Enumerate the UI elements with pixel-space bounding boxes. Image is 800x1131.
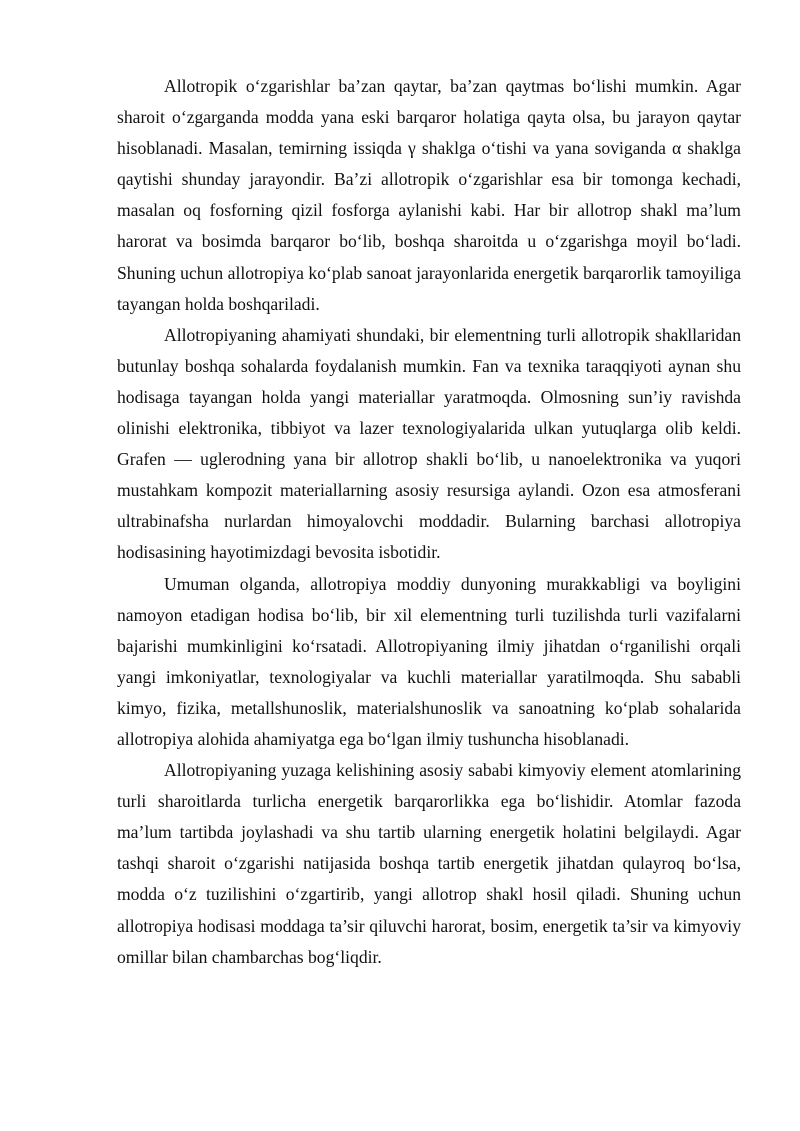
- paragraph-significance: Allotropiyaning ahamiyati shundaki, bir elementning turli allotropik shakllaridan butunlay boshqa sohalarda foydalanish mumkin. Fan va texnika taraqqiyoti aynan shu hodisaga tayangan holda yangi materiallar yaratmoqda. Olmosning sun’iy ravishda olinishi elektronika, tibbiyot va lazer texnologiyalarida ulkan yutuqlarga olib keldi. Grafen — uglerodning yana bir allotrop shakli bo‘lib, u nanoelektronika va yuqori mustahkam kompozit materiallarning asosiy resursiga aylandi. Ozon esa atmosferani ultrabinafsha nurlardan himoyalovchi moddadir. Bularning barchasi allotropiya hodisasining hayotimizdagi bevosita isbotidir.: [117, 324, 741, 563]
- paragraph-reversibility: Allotropik o‘zgarishlar ba’zan qaytar, ba’zan qaytmas bo‘lishi mumkin. Agar sharoit o‘zgarganda modda yana eski barqaror holatiga qayta olsa, bu jarayon qaytar hisoblanadi. Masalan, temirning issiqda γ shaklga o‘tishi va yana soviganda α shaklga qaytishi shunday jarayondir. Ba’zi allotropik o‘zgarishlar esa bir tomonga kechadi, masalan oq fosforning qizil fosforga aylanishi kabi. Har bir allotrop shakl ma’lum harorat va bosimda barqaror bo‘lib, boshqa sharoitda u o‘zgarishga moyil bo‘ladi. Shuning uchun allotropiya ko‘plab sanoat jarayonlarida energetik barqarorlik tamoyiliga tayangan holda boshqariladi.: [117, 76, 741, 314]
- paragraph-causes: Allotropiyaning yuzaga kelishining asosiy sababi kimyoviy element atomlarining turli sharoitlarda turlicha energetik barqarorlikka ega bo‘lishidir. Atomlar fazoda ma’lum tartibda joylashadi va shu tartib ularning energetik holatini belgilaydi. Agar tashqi sharoit o‘zgarishi natijasida boshqa tartib energetik jihatdan qulayroq bo‘lsa, modda o‘z tuzilishini o‘zgartirib, yangi allotrop shakl hosil qiladi. Shuning uchun allotropiya hodisasi moddaga ta’sir qiluvchi harorat, bosim, energetik ta’sir va kimyoviy omillar bilan chambarchas bog‘liqdir.: [117, 760, 741, 967]
- document-page: [117, 71, 741, 973]
- paragraph-summary: Umuman olganda, allotropiya moddiy dunyoning murakkabligi va boyligini namoyon etadigan hodisa bo‘lib, bir xil elementning turli tuzilishda turli vazifalarni bajarishi mumkinligini ko‘rsatadi. Allotropiyaning ilmiy jihatdan o‘rganilishi orqali yangi imkoniyatlar, texnologiyalar va kuchli materiallar yaratilmoqda. Shu sababli kimyo, fizika, metallshunoslik, materialshunoslik va sanoatning ko‘plab sohalarida allotropiya alohida ahamiyatga ega bo‘lgan ilmiy tushuncha hisoblanadi.: [117, 573, 741, 749]
